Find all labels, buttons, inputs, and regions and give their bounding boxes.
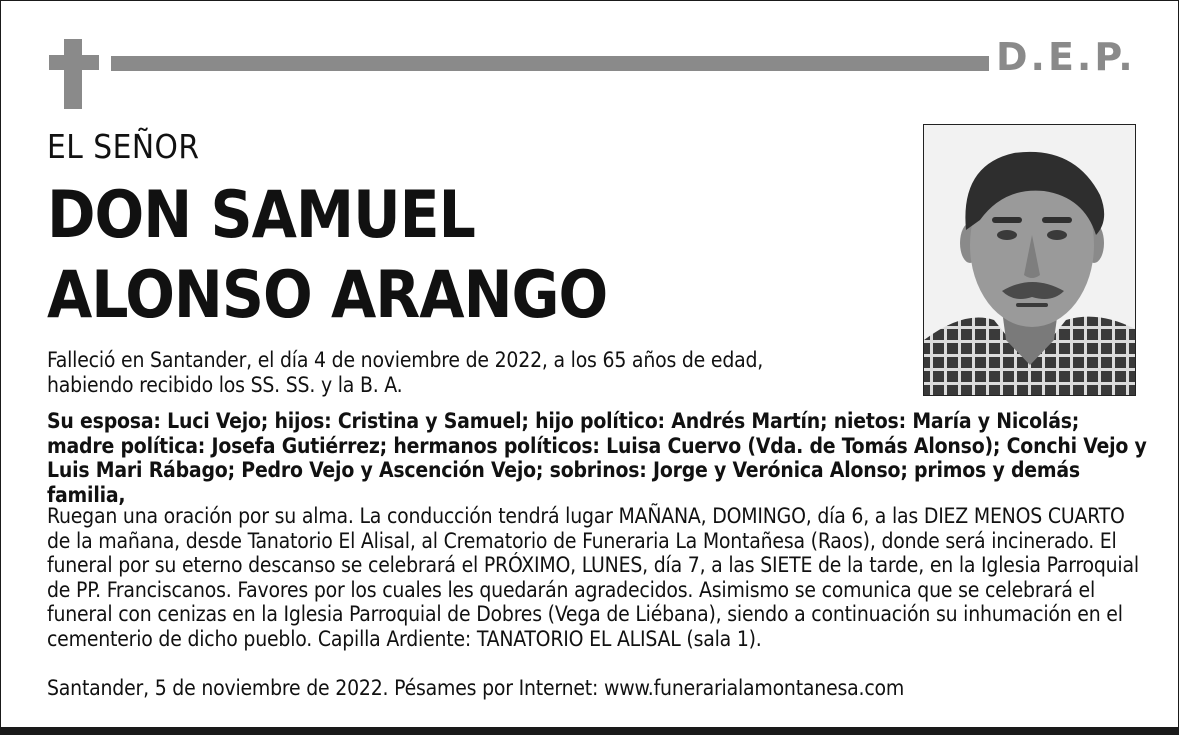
name-line-2: ALONSO ARANGO — [47, 258, 608, 333]
deceased-name — [47, 176, 867, 336]
honorific-title: EL SEÑOR — [47, 127, 200, 166]
name-line-1: DON SAMUEL — [47, 178, 475, 253]
arrangements-text: Ruegan una oración por su alma. La conducción tendrá lugar MAÑANA, DOMINGO, día 6, a las DIEZ MENOS CUARTO de la mañana, desde Tanatorio El Alisal, al Crematorio de Funeraria La Montañesa (Raos), donde será incinerado. El funeral por su eterno descanso se celebrará el PRÓXIMO, LUNES, día 7, a las SIETE de la tarde, en la Iglesia Parroquial de PP. Franciscanos. Favores por los cuales les quedarán agradecidos. Asimismo se comunica que se celebrará el funeral con cenizas en la Iglesia Parroquial de Dobres (Vega de Liébana), siendo a continuación su inhumación en el cementerio de dicho pueblo. Capilla Ardiente: TANATORIO EL ALISAL (sala 1). — [47, 504, 1139, 651]
footer-text: Santander, 5 de noviembre de 2022. Pésames por Internet: www.funerarialamontanesa.com — [47, 676, 905, 700]
header-rule — [111, 56, 989, 71]
dep-label: D.E.P. — [996, 35, 1136, 79]
family-list-text: Su esposa: Luci Vejo; hijos: Cristina y Samuel; hijo político: Andrés Martín; nietos: María y Nicolás; madre política: Josefa Gutiérrez; hermanos políticos: Luisa Cuervo (Vda. de Tomás Alonso); Conchi Vejo y Luis Mari Rábago; Pedro Vejo y Ascención Vejo; sobrinos: Jorge y Verónica Alonso; primos y demás familia, — [47, 409, 1147, 507]
latin-cross-icon — [49, 39, 99, 109]
death-notice-text: Falleció en Santander, el día 4 de noviembre de 2022, a los 65 años de edad, habiendo recibido los SS. SS. y la B. A. — [47, 348, 764, 397]
portrait-photo — [923, 124, 1136, 396]
